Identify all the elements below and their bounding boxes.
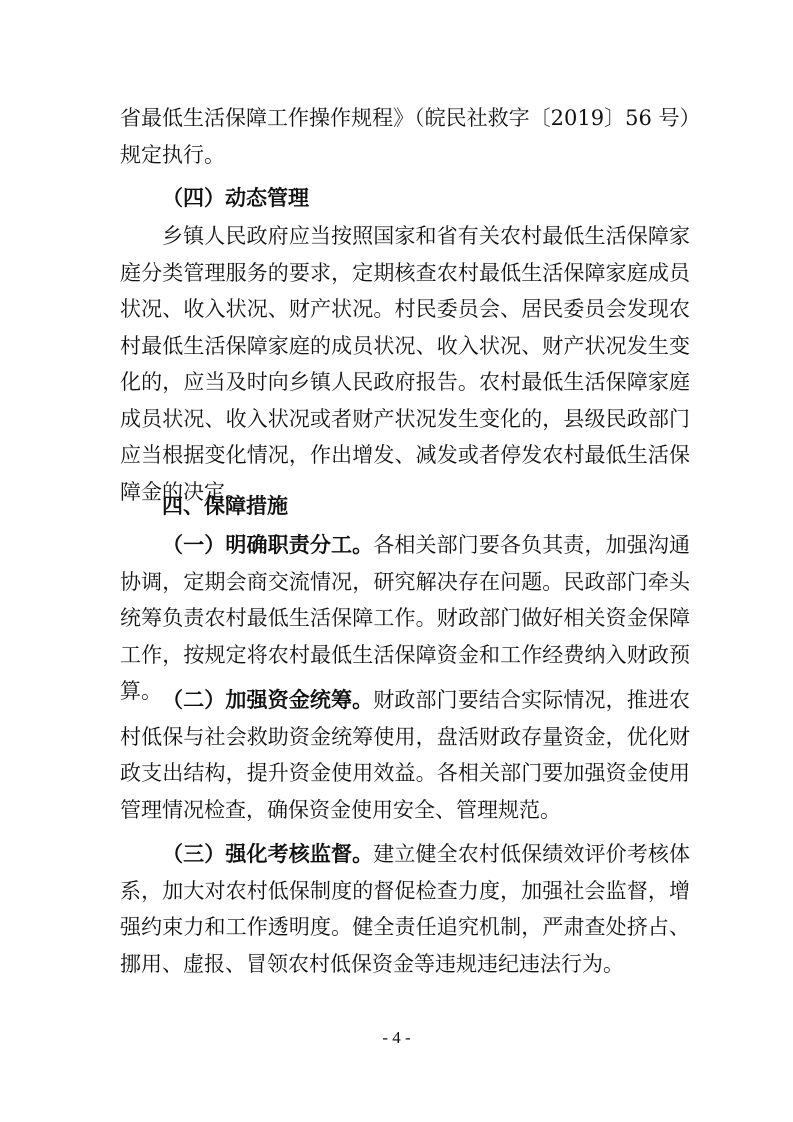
paragraph-fund-coordination: [120, 682, 690, 828]
paragraph-lead-duty-division: （一）明确职责分工。: [162, 533, 374, 557]
page-number: - 4 -: [382, 1028, 411, 1047]
paragraph-continuation: 省最低生活保障工作操作规程》（皖民社救字〔2019〕56 号）规定执行。: [120, 106, 690, 167]
paragraph-dynamic-management: 乡镇人民政府应当按照国家和省有关农村最低生活保障家庭分类管理服务的要求，定期核查农村最低生活保障家庭成员状况、收入状况、财产状况。村民委员会、居民委员会发现农村最低生活保障家庭的成员状况、收入状况、财产状况发生变化的，应当及时向乡镇人民政府报告。农村最低生活保障家庭成员状况、收入状况或者财产状况发生变化的，县级民政部门应当根据变化情况，作出增发、减发或者停发农村最低生活保障金的决定。: [120, 224, 690, 504]
section-heading-measures: 四、保障措施: [162, 494, 288, 518]
paragraph-lead-supervision: （三）强化考核监督。: [162, 842, 374, 866]
paragraph-lead-fund-coordination: （二）加强资金统筹。: [162, 688, 374, 712]
paragraph-body-fund-coordination: 财政部门要结合实际情况，推进农村低保与社会救助资金统筹使用，盘活财政存量资金，优化财政支出结构，提升资金使用效益。各相关部门要加强资金使用管理情况检查，确保资金使用安全、管理规范。: [120, 688, 690, 822]
paragraph-body-supervision: 建立健全农村低保绩效评价考核体系，加大对农村低保制度的督促检查力度，加强社会监督，增强约束力和工作透明度。健全责任追究机制，严肃查处挤占、挪用、虚报、冒领农村低保资金等违规违纪违法行为。: [120, 842, 690, 976]
paragraph-supervision: [120, 836, 690, 982]
paragraph-body-duty-division: 各相关部门要各负其责，加强沟通协调，定期会商交流情况，研究解决存在问题。民政部门牵头统筹负责农村最低生活保障工作。财政部门做好相关资金保障工作，按规定将农村最低生活保障资金和工作经费纳入财政预算。: [120, 533, 690, 703]
section-heading-dynamic-management: （四）动态管理: [162, 186, 309, 210]
